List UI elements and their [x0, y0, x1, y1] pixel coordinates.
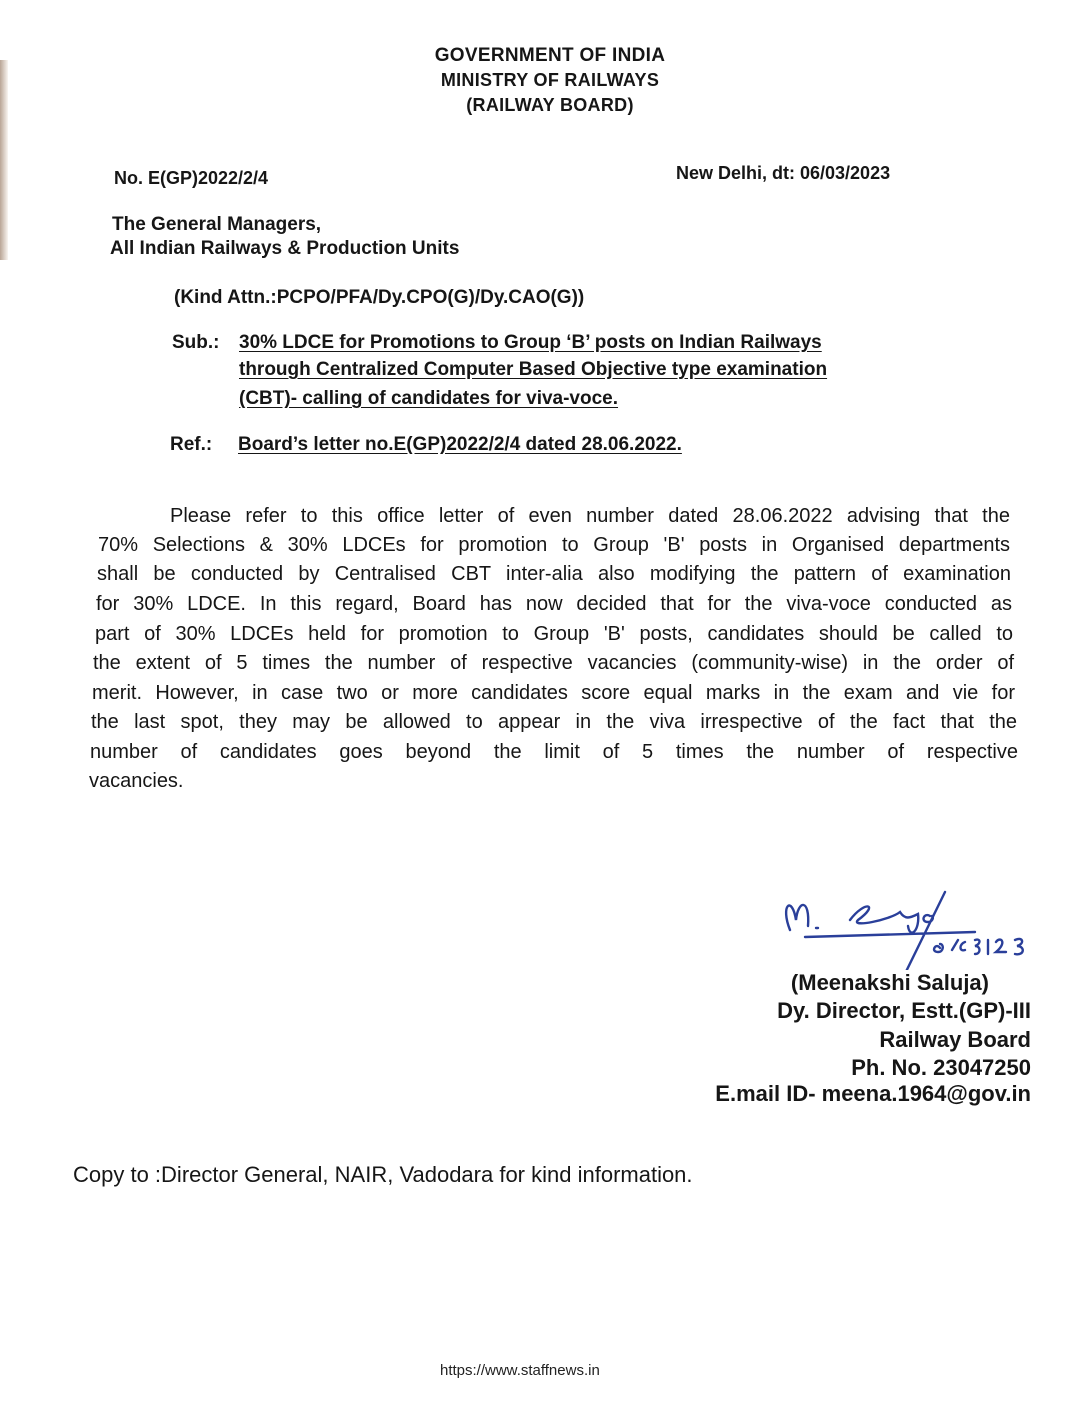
- place-date: New Delhi, dt: 06/03/2023: [676, 163, 891, 183]
- handwritten-signature: [770, 890, 1060, 970]
- signatory-designation: Dy. Director, Estt.(GP)-III: [777, 998, 1031, 1023]
- body-line: the last spot, they may be allowed to appear in the viva irrespective of the fact that the: [91, 711, 1017, 733]
- body-line: for 30% LDCE. In this regard, Board has now decided that for the viva-voce conducted as: [96, 593, 1012, 615]
- body-line: number of candidates goes beyond the limit of 5 times the number of respective: [90, 741, 1018, 763]
- body-line: part of 30% LDCEs held for promotion to Group 'B' posts, candidates should be called to: [95, 623, 1013, 645]
- subject-line: 30% LDCE for Promotions to Group ‘B’ posts on Indian Railways: [239, 332, 822, 353]
- addressee-line2: All Indian Railways & Production Units: [110, 238, 460, 259]
- copy-to: Copy to :Director General, NAIR, Vadodara for kind information.: [73, 1162, 693, 1187]
- body-line: merit. However, in case two or more candidates score equal marks in the exam and vie for: [92, 682, 1015, 704]
- header-ministry: MINISTRY OF RAILWAYS: [440, 70, 660, 90]
- addressee-line1: The General Managers,: [112, 214, 322, 235]
- body-line: Please refer to this office letter of even number dated 28.06.2022 advising that the: [170, 505, 1010, 527]
- body-line: the extent of 5 times the number of respective vacancies (community-wise) in the order of: [93, 652, 1014, 674]
- signatory-email: E.mail ID- meena.1964@gov.in: [715, 1081, 1031, 1106]
- body-line: vacancies.: [89, 770, 184, 792]
- footer-url[interactable]: https://www.staffnews.in: [440, 1362, 600, 1379]
- signatory-phone: Ph. No. 23047250: [851, 1055, 1031, 1080]
- body-line: shall be conducted by Centralised CBT inter-alia also modifying the pattern of examination: [97, 563, 1011, 585]
- signatory-name: (Meenakshi Saluja): [790, 970, 989, 995]
- signatory-office: Railway Board: [879, 1027, 1031, 1052]
- letter-number: No. E(GP)2022/2/4: [114, 168, 269, 188]
- subject-label: Sub.:: [172, 332, 220, 353]
- reference-text: Board’s letter no.E(GP)2022/2/4 dated 28.06.2022.: [238, 434, 682, 455]
- header-government: GOVERNMENT OF INDIA: [434, 45, 666, 66]
- body-line: 70% Selections & 30% LDCEs for promotion to Group 'B' posts in Organised departments: [98, 534, 1010, 556]
- subject-line: through Centralized Computer Based Objective type examination: [239, 359, 828, 380]
- kind-attention: (Kind Attn.:PCPO/PFA/Dy.CPO(G)/Dy.CAO(G)): [174, 287, 585, 308]
- subject-line: (CBT)- calling of candidates for viva-voce.: [239, 388, 619, 409]
- header-board: (RAILWAY BOARD): [466, 95, 634, 115]
- reference-label: Ref.:: [170, 434, 213, 455]
